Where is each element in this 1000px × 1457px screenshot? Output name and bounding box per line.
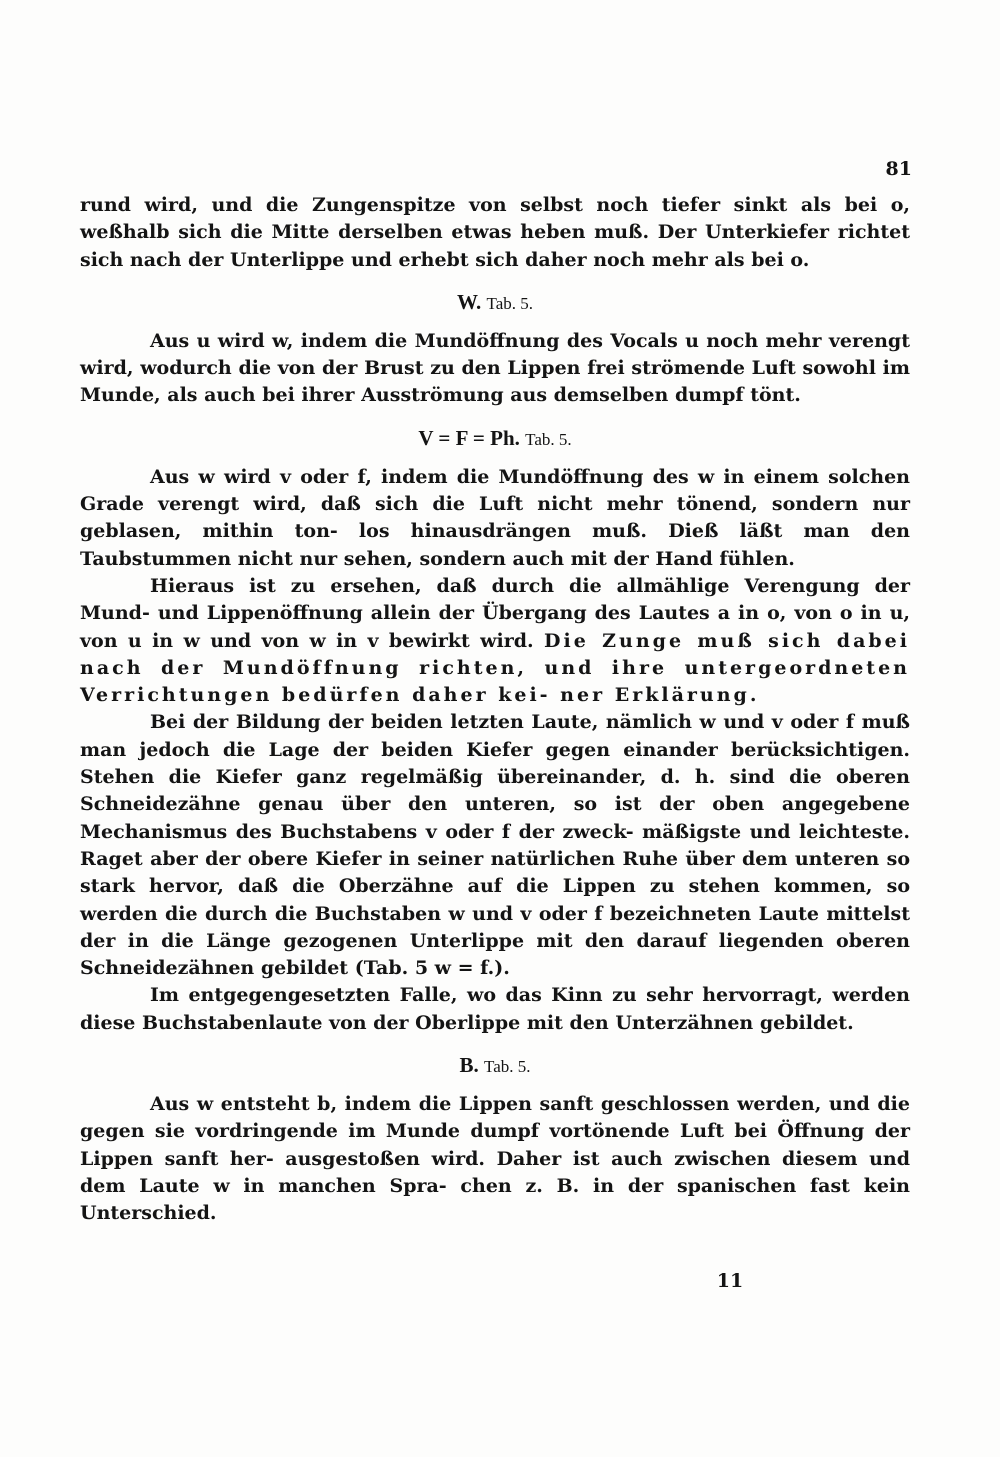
section-heading-b (80, 1037, 910, 1091)
paragraph-w: Aus u wird w, indem die Mundöffnung des Vocals u noch mehr verengt wird, wodurch die von der Brust zu den Lippen frei strömende Luft sowohl im Munde, als auch bei ihrer Ausströmung aus demselben dumpf tönt. (80, 329, 910, 407)
paragraph-bildung: Bei der Bildung der beiden letzten Laute, nämlich w und v oder f muß man jedoch die Lage der beiden Kiefer gegen einander berücksichtigen. Stehen die Kiefer ganz regelmäßig übereinander, d. h. sind die oberen Schneidezähne genau über den unteren, so ist der oben angegebene Mechanismus des Buchstabens v oder f der zweck- mäßigste und leichteste. Raget aber der obere Kiefer in seiner natürlichen Ruhe über dem unteren so stark hervor, daß die Oberzähne auf die Lippen zu stehen kommen, so werden die durch die Buchstaben w und v oder f bezeichneten Laute mittelst der in die Länge gezogenen Unterlippe mit den darauf liegenden oberen Schneidezähnen gebildet (Tab. 5 w = f.). (80, 711, 910, 980)
heading-tab-ref: Tab. 5. (486, 293, 534, 313)
signature-mark: 11 (716, 1270, 744, 1292)
paragraph-v: Aus w wird v oder f, indem die Mundöffnung des w in einem solchen Grade verengt wird, daß sich die Luft nicht mehr tönend, sondern nur geblasen, mithin ton- los hinausdrängen muß. Dieß läßt man den Taubstummen nicht nur sehen, sondern auch mit der Hand fühlen. (80, 465, 910, 570)
heading-tab-ref: Tab. 5. (484, 1057, 531, 1077)
heading-letter: B. (459, 1053, 479, 1078)
paragraph-entgegengesetzt: Im entgegengesetzten Falle, wo das Kinn zu sehr hervorragt, werden diese Buchstabenlaute von der Oberlippe mit den Unterzähnen gebildet. (80, 984, 910, 1034)
paragraph-b: Aus w entsteht b, indem die Lippen sanft geschlossen werden, und die gegen sie vordringende im Munde dumpf vortönende Luft bei Öffnung der Lippen sanft her- ausgestoßen wird. Daher ist auch zwischen diesem und dem Laute w in manchen Spra- chen z. B. in der spanischen fast kein Unterschied. (80, 1093, 910, 1225)
heading-letter: V = F = Ph. (418, 425, 520, 450)
page-number: 81 (885, 158, 912, 180)
paragraph-hieraus (80, 573, 910, 709)
heading-letter: W. (456, 289, 482, 314)
paragraph-o-continued: rund wird, und die Zungenspitze von selbst noch tiefer sinkt als bei o, weßhalb sich die Mitte derselben etwas heben muß. Der Unterkiefer richtet sich nach der Unterlippe und erhebt sich daher noch mehr als bei o. (80, 194, 910, 271)
paragraph-hieraus-part-2-spaced: Die Zunge muß sich dabei nach der Mundöffnung richten, und ihre untergeordneten Verrichtungen bedürfen daher kei- ner Erklärung. (80, 629, 910, 707)
body-text (80, 192, 910, 1228)
paragraph-hieraus-part-1: Hieraus ist zu ersehen, daß durch die allmählige Verengung der Mund- und Lippenöffnung allein der Übergang des Lautes a in o, von o in u, von u in w und von w in v bewirkt wird. (80, 574, 910, 652)
section-heading-v (80, 410, 910, 464)
section-heading-w (80, 274, 910, 328)
heading-tab-ref: Tab. 5. (525, 429, 572, 449)
